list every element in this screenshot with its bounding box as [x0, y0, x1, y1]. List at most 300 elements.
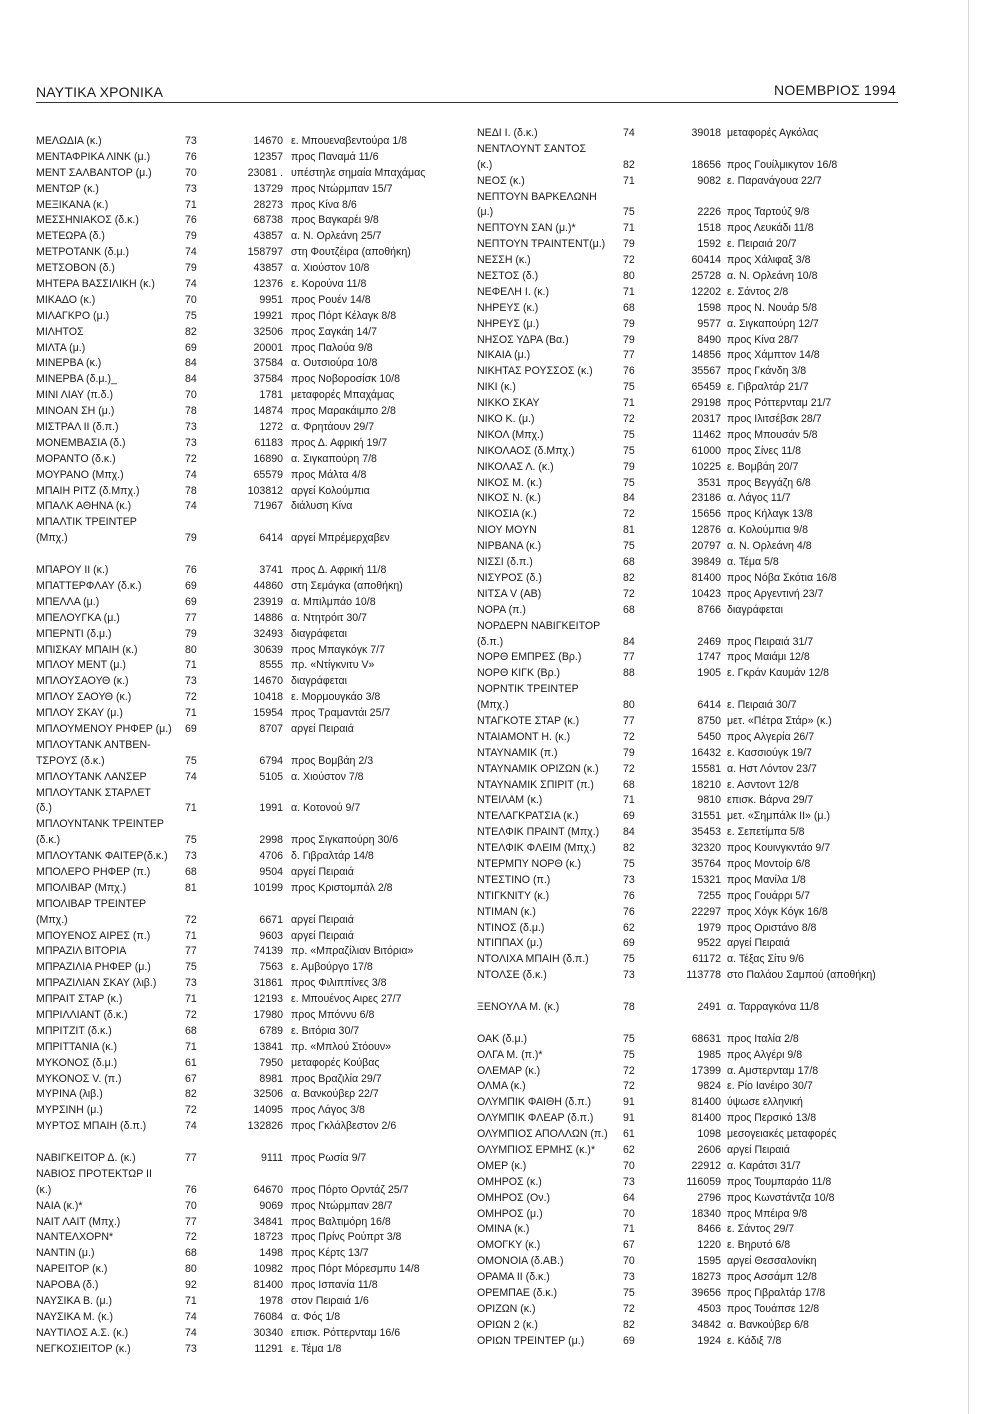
tonnage: 39849: [691, 556, 721, 569]
ship-row: [477, 650, 897, 666]
ship-status: προς Ντώρμπαν 28/7: [291, 1199, 393, 1212]
ship-name: ΟΡΙΩΝ ΤΡΕΙΝΤΕΡ (μ.): [477, 1334, 585, 1347]
ship-entry: [477, 793, 897, 809]
ship-name: ΝΕΣΤΟΣ (δ.): [477, 270, 539, 283]
tonnage: 3531: [697, 476, 721, 489]
ship-row: [477, 905, 897, 921]
ship-row: [36, 833, 456, 849]
ship-entry: [477, 491, 897, 507]
ship-row: [36, 1278, 456, 1294]
ship-name: ΜΙΛΗΤΟΣ: [36, 325, 84, 338]
tonnage: 18340: [691, 1207, 721, 1220]
build-year: 68: [185, 1247, 197, 1260]
ship-row: [36, 166, 456, 182]
ship-entry: [36, 499, 456, 515]
tonnage: 7563: [259, 961, 283, 974]
tonnage: 35453: [691, 826, 721, 839]
build-year: 72: [185, 1008, 197, 1021]
ship-entry: [477, 348, 897, 364]
tonnage: 12876: [691, 524, 721, 537]
tonnage: 64670: [253, 1183, 283, 1196]
build-year: 79: [185, 262, 197, 275]
tonnage: 16890: [253, 452, 283, 465]
ship-name-line: ΝΟΡΝΤΙΚ ΤΡΕΙΝΤΕΡ: [477, 683, 579, 696]
ship-row: [477, 873, 897, 889]
ship-row: [36, 150, 456, 166]
ship-status: διαγράφεται: [727, 603, 783, 616]
ship-status: αργεί Πειραιά: [291, 913, 354, 926]
ship-status: πρ. «Μπλού Στόουν»: [291, 1040, 392, 1053]
tonnage: 81400: [691, 571, 721, 584]
build-year: 71: [623, 397, 635, 410]
tonnage: 1747: [697, 651, 721, 664]
ship-entry: [36, 245, 456, 261]
ship-row: [36, 531, 456, 547]
ship-row: [477, 936, 897, 952]
ship-row: [36, 579, 456, 595]
ship-status: προς Πόρτ Κέλαγκ 8/8: [291, 309, 397, 322]
ship-name: ΜΠΛΟΥ ΜΕΝΤ (μ.): [36, 659, 126, 672]
ship-entry: [477, 714, 897, 730]
ship-name: ΜΠΡΑΙΤ ΣΤΑΡ (κ.): [36, 993, 123, 1006]
ship-entry: [36, 770, 456, 786]
tonnage: 1978: [259, 1295, 283, 1308]
ship-entry: [477, 1048, 897, 1064]
ship-row: [477, 1254, 897, 1270]
ship-row: [36, 770, 456, 786]
ship-name: ΝΗΡΕΥΣ (μ.): [477, 317, 540, 330]
ship-entry: [477, 396, 897, 412]
ship-entry: [477, 174, 897, 190]
build-year: 68: [185, 1024, 197, 1037]
ship-status: ε. Παρανάγουα 22/7: [727, 174, 822, 187]
tonnage: 132826: [247, 1120, 283, 1133]
tonnage: 1220: [697, 1239, 721, 1252]
ship-entry: [36, 325, 456, 341]
ship-name: ΝΙΡΒΑΝΑ (κ.): [477, 540, 542, 553]
build-year: 71: [185, 1040, 197, 1053]
ship-status: προς Ταρτούζ 9/8: [727, 206, 810, 219]
ship-status: προς Παλούα 9/8: [291, 341, 373, 354]
ship-row: [36, 563, 456, 579]
ship-row: [36, 1246, 456, 1262]
build-year: 84: [185, 357, 197, 370]
tonnage: 23186: [691, 492, 721, 505]
tonnage: 65579: [253, 468, 283, 481]
build-year: 80: [623, 270, 635, 283]
ship-row: [36, 674, 456, 690]
ship-row: [477, 539, 897, 555]
ship-status: προς Μπέιρα 9/8: [727, 1207, 808, 1220]
tonnage: 8555: [259, 659, 283, 672]
ship-name: ΝΑΒΙΓΚΕΙΤΟΡ Δ. (κ.): [36, 1152, 136, 1164]
tonnage: 35567: [691, 365, 721, 378]
ship-status: α. Κολούμπια 9/8: [727, 524, 809, 537]
ship-list-column-right: [477, 126, 897, 1350]
ship-status: ε. Μπουεναβεντούρα 1/8: [291, 135, 408, 147]
ship-entry: [36, 420, 456, 436]
ship-row: [477, 412, 897, 428]
ship-status: α. Βανκούβερ 22/7: [291, 1088, 379, 1101]
ship-row: [36, 1087, 456, 1103]
ship-name-line: ΝΑΒΙΟΣ ΠΡΟΤΕΚΤΩΡ ΙΙ: [36, 1167, 152, 1180]
ship-row: [36, 484, 456, 500]
build-year: 70: [623, 1159, 635, 1172]
tonnage: 20797: [691, 540, 721, 553]
ship-name: ΝΙΚΟ Κ. (μ.): [477, 413, 535, 426]
tonnage: 37584: [253, 357, 283, 370]
ship-status: αργεί Πειραιά: [727, 1144, 790, 1156]
ship-name: (Μπχ.): [36, 913, 68, 926]
ship-row: [36, 913, 456, 929]
tonnage: 1979: [697, 921, 721, 934]
tonnage: 4706: [259, 850, 283, 863]
ship-name: ΟΜΟΓΚΥ (κ.): [477, 1239, 541, 1252]
build-year: 72: [185, 452, 197, 465]
build-year: 62: [623, 921, 635, 934]
build-year: 84: [185, 373, 197, 386]
build-year: 71: [623, 1223, 635, 1236]
ship-name: ΜΕΤΣΟΒΟΝ (δ.): [36, 262, 115, 275]
ship-status: υπέστηλε σημαία Μπαχάμας: [291, 166, 426, 179]
issue-date: ΝΟΕΜΒΡΙΟΣ 1994: [774, 82, 896, 98]
ship-list-column-left: [36, 134, 456, 1358]
ship-row: [477, 1270, 897, 1286]
ship-row: [36, 976, 456, 992]
ship-name: ΝΙΚΟΛΑΟΣ (δ.Μπχ.): [477, 444, 575, 457]
ship-entry: [36, 150, 456, 166]
build-year: 77: [185, 1215, 197, 1228]
ship-name: ΝΙΚΟΣΙΑ (κ.): [477, 508, 537, 521]
ship-row: [477, 1175, 897, 1191]
ship-row: [477, 380, 897, 396]
ship-status: προς Τουμπαράο 11/8: [727, 1175, 832, 1188]
ship-row: [477, 174, 897, 190]
tonnage: 10225: [691, 460, 721, 473]
ship-row: [36, 341, 456, 357]
tonnage: 81400: [691, 1112, 721, 1125]
build-year: 73: [623, 1271, 635, 1284]
ship-entry: [36, 182, 456, 198]
ship-row: [477, 793, 897, 809]
build-year: 68: [185, 865, 197, 878]
tonnage: 5450: [697, 730, 721, 743]
ship-entry: [477, 380, 897, 396]
tonnage: 22912: [691, 1159, 721, 1172]
build-year: 79: [185, 532, 197, 545]
build-year: 71: [185, 802, 197, 815]
ship-row: [36, 404, 456, 420]
ship-status: αργεί Πειραιά: [291, 929, 354, 942]
ship-entry: [36, 706, 456, 722]
ship-name: ΟΡΙΩΝ 2 (κ.): [477, 1318, 538, 1331]
ship-entry: [477, 1191, 897, 1207]
ship-name: ΜΠΕΡΝΤΙ (δ.μ.): [36, 627, 112, 640]
ship-name: ΝΤΕΛΦΙΚ ΦΛΕΙΜ (Μπχ.): [477, 842, 596, 855]
ship-entry: [477, 460, 897, 476]
tonnage: 8466: [697, 1223, 721, 1236]
ship-row: [477, 587, 897, 603]
ship-status: προς Γιβραλτάρ 17/8: [727, 1287, 826, 1300]
tonnage: 61000: [691, 444, 721, 457]
ship-row: [477, 253, 897, 269]
ship-status: ε. Πειραιά 20/7: [727, 238, 797, 251]
ship-entry: [36, 1151, 456, 1167]
ship-status: προς Σίνες 11/8: [727, 444, 802, 457]
ship-status: μετ. «Πέτρα Στάρ» (κ.): [727, 714, 832, 727]
tonnage: 19921: [253, 309, 283, 322]
ship-name: ΝΙΣΥΡΟΣ (δ.): [477, 571, 542, 584]
ship-status: α. Ν. Ορλεάνη 10/8: [727, 270, 818, 283]
build-year: 74: [185, 770, 197, 783]
ship-name: ΝΕΣΣΗ (κ.): [477, 254, 531, 267]
tonnage: 71967: [253, 500, 283, 513]
tonnage: 15581: [691, 762, 721, 775]
build-year: 75: [623, 444, 635, 457]
tonnage: 1598: [697, 301, 721, 314]
ship-status: προς Μαρακάιμπο 2/8: [291, 405, 396, 418]
ship-status: προς Νόβα Σκότια 16/8: [727, 571, 837, 584]
ship-entry: [477, 762, 897, 778]
build-year: 80: [623, 699, 635, 712]
tonnage: 8981: [259, 1072, 283, 1085]
ship-status: προς Πόρτ Μόρεσμπυ 14/8: [291, 1263, 420, 1276]
ship-status: προς Ιλιτσέβσκ 28/7: [727, 413, 822, 426]
ship-name: ΟΛΥΜΠΙΚ ΦΛΕΑΡ (δ.π.): [477, 1112, 594, 1125]
ship-name: ΟΡΑΜΑ ΙΙ (δ.κ.): [477, 1271, 550, 1284]
build-year: 74: [185, 278, 197, 291]
ship-row: [477, 603, 897, 619]
build-year: 77: [185, 945, 197, 958]
ship-entry: [477, 905, 897, 921]
build-year: 76: [185, 564, 197, 577]
tonnage: 31861: [253, 977, 283, 990]
ship-row: [477, 1286, 897, 1302]
tonnage: 2491: [697, 1000, 721, 1013]
ship-name: ΝΕΔΙ Ι. (δ.κ.): [477, 127, 538, 139]
ship-status: α. Χιούστον 7/8: [291, 770, 364, 783]
ship-entry: [36, 1040, 456, 1056]
build-year: 74: [623, 127, 635, 139]
ship-entry: [36, 627, 456, 643]
ship-row: [477, 825, 897, 841]
ship-row: [36, 754, 456, 770]
ship-row: [36, 372, 456, 388]
ship-name: ΝΕΟΣ (κ.): [477, 174, 525, 187]
ship-status: προς Βαγκαρέι 9/8: [291, 214, 379, 227]
ship-status: προς Λευκάδι 11/8: [727, 222, 814, 235]
ship-row: [477, 635, 897, 651]
build-year: 70: [185, 293, 197, 306]
tonnage: 1905: [697, 667, 721, 680]
ship-entry: [477, 650, 897, 666]
ship-row: [477, 523, 897, 539]
build-year: 72: [623, 508, 635, 521]
ship-row: [36, 929, 456, 945]
ship-row: [477, 444, 897, 460]
ship-name: ΜΥΡΣΙΝΗ (μ.): [36, 1104, 103, 1117]
ship-entry: [36, 388, 456, 404]
ship-status: α. Τέξας Σίτυ 9/6: [727, 953, 805, 966]
build-year: 76: [185, 1183, 197, 1196]
tonnage: 32320: [691, 842, 721, 855]
ship-name: (μ.): [477, 206, 494, 219]
ship-row: [36, 1008, 456, 1024]
ship-status: προς Χάμπτον 14/8: [727, 349, 820, 362]
ship-row: [36, 1040, 456, 1056]
build-year: 76: [623, 905, 635, 918]
ship-entry: [477, 142, 897, 174]
build-year: 81: [185, 881, 197, 894]
tonnage: 65459: [691, 381, 721, 394]
ship-row: [36, 1183, 456, 1199]
ship-row: [477, 460, 897, 476]
ship-row: [477, 714, 897, 730]
ship-name: ΜΠΛΟΥΤΑΝΚ ΦΑΙΤΕΡ(δ.κ.): [36, 850, 168, 863]
ship-status: αργεί Θεσσαλονίκη: [727, 1255, 817, 1268]
ship-name: ΜΕΤΡΟΤΑΝΚ (δ.μ.): [36, 246, 130, 259]
ship-status: προς Κέρτς 13/7: [291, 1247, 369, 1260]
ship-row: [36, 182, 456, 198]
build-year: 82: [185, 325, 197, 338]
ship-name: (Μπχ.): [36, 532, 68, 545]
page-edge-line: [968, 0, 969, 1414]
ship-entry: [477, 857, 897, 873]
tonnage: 11291: [254, 1342, 283, 1355]
tonnage: 2796: [697, 1191, 721, 1204]
ship-status: ε. Ρίο Ιανέιρο 30/7: [727, 1080, 813, 1093]
tonnage: 9111: [261, 1152, 283, 1164]
tonnage: 1924: [697, 1334, 721, 1347]
ship-name: ΟΛΥΜΠΙΚ ΦΑΙΘΗ (δ.π.): [477, 1096, 591, 1109]
ship-entry: [477, 952, 897, 968]
tonnage: 10418: [253, 691, 283, 704]
ship-row: [36, 277, 456, 293]
ship-status: προς Κίνα 8/6: [291, 198, 357, 211]
tonnage: 14886: [253, 611, 283, 624]
tonnage: 43857: [253, 262, 283, 275]
build-year: 76: [185, 214, 197, 227]
build-year: 79: [623, 333, 635, 346]
ship-entry: [477, 1079, 897, 1095]
ship-entry: [36, 786, 456, 818]
ship-row: [36, 325, 456, 341]
ship-row: [36, 960, 456, 976]
ship-name: ΟΡΙΖΩΝ (κ.): [477, 1302, 536, 1315]
ship-status: ε. Κασσιούγκ 19/7: [727, 746, 812, 759]
build-year: 72: [623, 413, 635, 426]
ship-entry: [477, 1095, 897, 1111]
ship-row: [36, 627, 456, 643]
ship-row: [36, 213, 456, 229]
ship-status: προς Βομβάη 2/3: [291, 754, 374, 767]
ship-entry: [36, 674, 456, 690]
ship-row: [477, 317, 897, 333]
build-year: 73: [185, 977, 197, 990]
ship-name: ΜΗΤΕΡΑ ΒΑΣΣΙΛΙΚΗ (κ.): [36, 278, 155, 291]
ship-entry: [36, 484, 456, 500]
build-year: 68: [623, 301, 635, 314]
ship-entry: [36, 293, 456, 309]
ship-status: προς Οριστάνο 8/8: [727, 921, 817, 934]
ship-row: [36, 356, 456, 372]
tonnage: 9069: [259, 1199, 283, 1212]
ship-entry: [477, 317, 897, 333]
tonnage: 30639: [253, 643, 283, 656]
tonnage: 81400: [691, 1096, 721, 1109]
ship-name: ΝΑΝΤΕΛΧΟΡΝ*: [36, 1231, 114, 1244]
tonnage: 15954: [253, 707, 283, 720]
ship-name: ΜΙΛΑΓΚΡΟ (μ.): [36, 309, 110, 322]
ship-entry: [36, 436, 456, 452]
ship-entry: [36, 1103, 456, 1119]
ship-status: α. Χιούστον 10/8: [291, 262, 370, 275]
ship-name: ΜΠΑΛΚ ΑΘΗΝΑ (κ.): [36, 500, 132, 513]
ship-status: στο Παλάου Σαμπού (αποθήκη): [727, 969, 876, 982]
tonnage: 29198: [691, 397, 721, 410]
tonnage: 34842: [691, 1318, 721, 1331]
ship-entry: [36, 1342, 456, 1358]
ship-status: προς Ν. Νουάρ 5/8: [727, 301, 817, 314]
tonnage: 14874: [253, 405, 283, 418]
tonnage: 18273: [691, 1271, 721, 1284]
tonnage: 25728: [691, 270, 721, 283]
build-year: 76: [623, 889, 635, 902]
ship-entry: [36, 881, 456, 897]
ship-status: μεταφορές Κούβας: [291, 1056, 380, 1069]
ship-name: ΝΤΟΛΙΧΑ ΜΠΑΙΗ (δ.π.): [477, 953, 589, 966]
build-year: 75: [623, 1032, 635, 1045]
ship-row: [477, 158, 897, 174]
ship-entry: [477, 1143, 897, 1159]
tonnage: 9824: [697, 1080, 721, 1093]
build-year: 91: [623, 1096, 635, 1109]
tonnage: 18723: [253, 1231, 283, 1244]
ship-name: (δ.): [36, 802, 52, 815]
ship-name: ΝΟΡΑ (π.): [477, 603, 526, 616]
tonnage: 44860: [253, 579, 283, 592]
ship-entry: [36, 579, 456, 595]
ship-name: ΝΤΟΛΣΕ (δ.κ.): [477, 969, 547, 982]
tonnage: 2998: [259, 834, 283, 847]
ship-status: ε. Κορούνα 11/8: [291, 278, 367, 291]
ship-row: [477, 396, 897, 412]
build-year: 72: [623, 762, 635, 775]
build-year: 71: [623, 794, 635, 807]
ship-name-line: ΜΠΛΟΥΤΑΝΚ ΑΝΤΒΕΝ-: [36, 738, 151, 751]
ship-name: ΜΠΛΟΥΜΕΝΟΥ ΡΗΦΕΡ (μ.): [36, 722, 172, 735]
build-year: 75: [185, 309, 197, 322]
ship-row: [36, 801, 456, 817]
build-year: 81: [623, 524, 635, 537]
tonnage: 14856: [691, 349, 721, 362]
ship-name: ΝΙΤΣΑ V (ΑΒ): [477, 587, 542, 600]
ship-entry: [36, 960, 456, 976]
section-gap: [477, 1016, 897, 1032]
build-year: 75: [623, 540, 635, 553]
ship-row: [36, 1262, 456, 1278]
ship-status: διαγράφεται: [291, 627, 347, 640]
ship-name: ΝΑΥΤΙΛΟΣ Α.Σ. (κ.): [36, 1326, 129, 1339]
ship-name: (δ.π.): [477, 635, 504, 648]
ship-name: ΜΠΕΛΛΑ (μ.): [36, 595, 100, 608]
ship-entry: [36, 404, 456, 420]
ship-status: προς Τουάπσε 12/8: [727, 1302, 820, 1315]
ship-row: [36, 1199, 456, 1215]
ship-entry: [477, 936, 897, 952]
ship-row: [477, 746, 897, 762]
ship-name-line: ΝΕΠΤΟΥΝ ΒΑΡΚΕΛΩΝΗ: [477, 190, 597, 203]
